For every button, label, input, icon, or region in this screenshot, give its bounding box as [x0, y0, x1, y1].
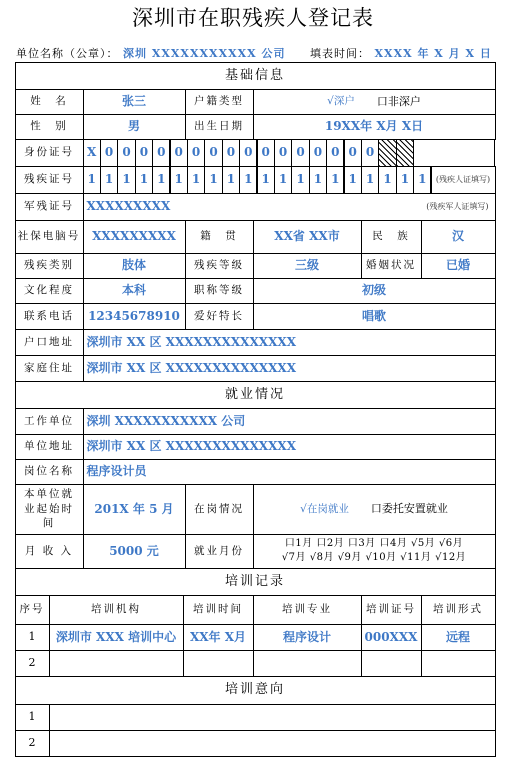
disability-digit: 1: [413, 166, 431, 194]
employment-status-label: 在岗情况: [185, 484, 254, 535]
training-cell: XX年 X月: [183, 624, 254, 651]
training-header: 培训机构: [49, 595, 184, 625]
disability-digit: 1: [152, 166, 170, 194]
veteran-number-value: XXXXXXXXX: [86, 199, 171, 214]
training-cell: [421, 650, 496, 677]
disability-digit: 1: [204, 166, 222, 194]
veteran-note: (残疾军人证填写): [426, 201, 489, 211]
start-label-line: 业起始时: [24, 502, 74, 515]
disability-digit: 1: [274, 166, 292, 194]
form-grid: [15, 62, 495, 756]
marital-value: 已婚: [421, 253, 496, 279]
id-digit: 0: [309, 139, 327, 167]
home-address-value: 深圳市 XX 区 XXXXXXXXXXXXXX: [83, 355, 496, 382]
training-row-number: 2: [15, 650, 50, 677]
id-digit: 0: [117, 139, 135, 167]
employer-label: 工作单位: [15, 408, 84, 435]
id-digit: 0: [170, 139, 188, 167]
unit-line: [16, 45, 286, 61]
training-cell: 程序设计: [253, 624, 362, 651]
intention-row-number: 2: [15, 730, 50, 757]
hukou-address-label: 户口地址: [15, 329, 84, 356]
id-digit: 0: [222, 139, 240, 167]
gender-value: 男: [83, 114, 186, 140]
phone-label: 联系电话: [15, 303, 84, 330]
fill-time-value: XXXX 年 X 月 X 日: [374, 47, 492, 60]
unit-label: 单位名称（公章）：: [16, 47, 119, 60]
disability-digit: 1: [344, 166, 362, 194]
training-header: 培训时间: [183, 595, 254, 625]
id-digit: 0: [326, 139, 344, 167]
id-digit: 0: [239, 139, 257, 167]
social-security-value: XXXXXXXXX: [83, 220, 186, 254]
id-digit: 0: [344, 139, 362, 167]
section-employment: 就业情况: [15, 381, 496, 409]
training-header: 培训形式: [421, 595, 496, 625]
ethnicity-label: 民 族: [361, 220, 422, 254]
hobby-value: 唱歌: [253, 303, 496, 330]
start-label-line: 间: [42, 517, 56, 530]
fill-time-label: 填表时间：: [310, 47, 370, 60]
cell-content: [24, 488, 74, 530]
id-digit: 0: [187, 139, 205, 167]
native-place-label: 籍 贯: [185, 220, 254, 254]
disability-digit: 1: [239, 166, 257, 194]
id-digit: 0: [135, 139, 153, 167]
start-label-line: 本单位就: [24, 488, 74, 501]
cell-content: [300, 502, 448, 515]
disability-number-label: 残疾证号: [15, 166, 84, 194]
disability-digit: 1: [83, 166, 101, 194]
id-digit-hatched: [396, 139, 414, 167]
employment-months-label: 就业月份: [185, 534, 254, 569]
disability-digit: 1: [222, 166, 240, 194]
position-label: 岗位名称: [15, 459, 84, 485]
status-option-on-duty: √在岗就业: [300, 502, 349, 515]
training-cell: [183, 650, 254, 677]
disability-digit: 1: [117, 166, 135, 194]
training-cell: [49, 650, 184, 677]
disability-type-value: 肢体: [83, 253, 186, 279]
title-level-value: 初级: [253, 278, 496, 304]
unit-value: 深圳 XXXXXXXXXXX 公司: [123, 47, 286, 60]
position-value: 程序设计员: [83, 459, 496, 485]
education-label: 文化程度: [15, 278, 84, 304]
employment-months-value: [253, 534, 496, 569]
veteran-number-label: 军残证号: [15, 193, 84, 221]
disability-digit: 1: [135, 166, 153, 194]
disability-level-value: 三级: [253, 253, 362, 279]
home-address-label: 家庭住址: [15, 355, 84, 382]
income-label: 月 收 入: [15, 534, 84, 569]
disability-digit: 1: [326, 166, 344, 194]
intention-row-content: [49, 730, 496, 757]
start-time-label: [15, 484, 84, 535]
section-training-records: 培训记录: [15, 568, 496, 596]
id-blank: [413, 139, 495, 167]
id-digit: 0: [152, 139, 170, 167]
employment-status-value: [253, 484, 496, 535]
birth-value: 19XX年 X月 X日: [253, 114, 496, 140]
income-value: 5000 元: [83, 534, 186, 569]
page-title: 深圳市在职残疾人登记表: [132, 6, 374, 30]
fill-time-line: [310, 45, 492, 61]
id-digit-hatched: [378, 139, 396, 167]
id-digit: 0: [204, 139, 222, 167]
training-cell: [253, 650, 362, 677]
social-security-label: 社保电脑号: [15, 220, 84, 254]
hukou-type-label: 户籍类型: [185, 89, 254, 115]
disability-digit: 1: [378, 166, 396, 194]
disability-digit: 1: [361, 166, 379, 194]
id-digit: 0: [257, 139, 275, 167]
hobby-label: 爱好特长: [185, 303, 254, 330]
training-cell: [361, 650, 422, 677]
id-digit: 0: [291, 139, 309, 167]
disability-level-label: 残疾等级: [185, 253, 254, 279]
employer-address-value: 深圳市 XX 区 XXXXXXXXXXXXXX: [83, 434, 496, 460]
id-digit: 0: [100, 139, 118, 167]
training-header: 培训专业: [253, 595, 362, 625]
birth-label: 出生日期: [185, 114, 254, 140]
veteran-number-cell: [83, 193, 496, 221]
hukou-option-shenzhen: √深户: [327, 95, 355, 108]
id-number-label: 身份证号: [15, 139, 84, 167]
cell-content: [327, 95, 421, 108]
title-level-label: 职称等级: [185, 278, 254, 304]
id-digit: X: [83, 139, 101, 167]
start-time-value: 201X 年 5 月: [83, 484, 186, 535]
disability-digit: 1: [257, 166, 275, 194]
disability-digit: 1: [291, 166, 309, 194]
employer-address-label: 单位地址: [15, 434, 84, 460]
ethnicity-value: 汉: [421, 220, 496, 254]
status-option-entrusted: 口委托安置就业: [370, 502, 448, 516]
native-place-value: XX省 XX市: [253, 220, 362, 254]
disability-type-label: 残疾类别: [15, 253, 84, 279]
phone-value: 12345678910: [83, 303, 186, 330]
training-cell: 000XXX: [361, 624, 422, 651]
hukou-address-value: 深圳市 XX 区 XXXXXXXXXXXXXX: [83, 329, 496, 356]
training-cell: 远程: [421, 624, 496, 651]
intention-row-number: 1: [15, 704, 50, 731]
training-header: 培训证号: [361, 595, 422, 625]
education-value: 本科: [83, 278, 186, 304]
training-row-number: 1: [15, 624, 50, 651]
name-label: 姓 名: [15, 89, 84, 115]
disability-digit: 1: [187, 166, 205, 194]
disability-digit: 1: [309, 166, 327, 194]
marital-label: 婚姻状况: [361, 253, 422, 279]
months-row-1: 口1月 口2月 口3月 口4月 √5月 √6月: [284, 538, 464, 549]
training-cell: 深圳市 XXX 培训中心: [49, 624, 184, 651]
cell-content: [282, 538, 466, 564]
gender-label: 性 别: [15, 114, 84, 140]
section-basic-info: 基础信息: [15, 62, 496, 90]
intention-row-content: [49, 704, 496, 731]
disability-digit: 1: [100, 166, 118, 194]
hukou-option-non-shenzhen: 口非深户: [376, 94, 421, 108]
id-digit: 0: [274, 139, 292, 167]
disability-digit: 1: [170, 166, 188, 194]
id-digit: 0: [361, 139, 379, 167]
disability-note: (残疾人证填写): [431, 166, 496, 194]
employer-value: 深圳 XXXXXXXXXXX 公司: [83, 408, 496, 435]
disability-digit: 1: [396, 166, 414, 194]
hukou-type-value: [253, 89, 496, 115]
months-row-2: √7月 √8月 √9月 √10月 √11月 √12月: [281, 552, 467, 563]
training-header: 序号: [15, 595, 50, 625]
section-training-intention: 培训意向: [15, 676, 496, 705]
name-value: 张三: [83, 89, 186, 115]
